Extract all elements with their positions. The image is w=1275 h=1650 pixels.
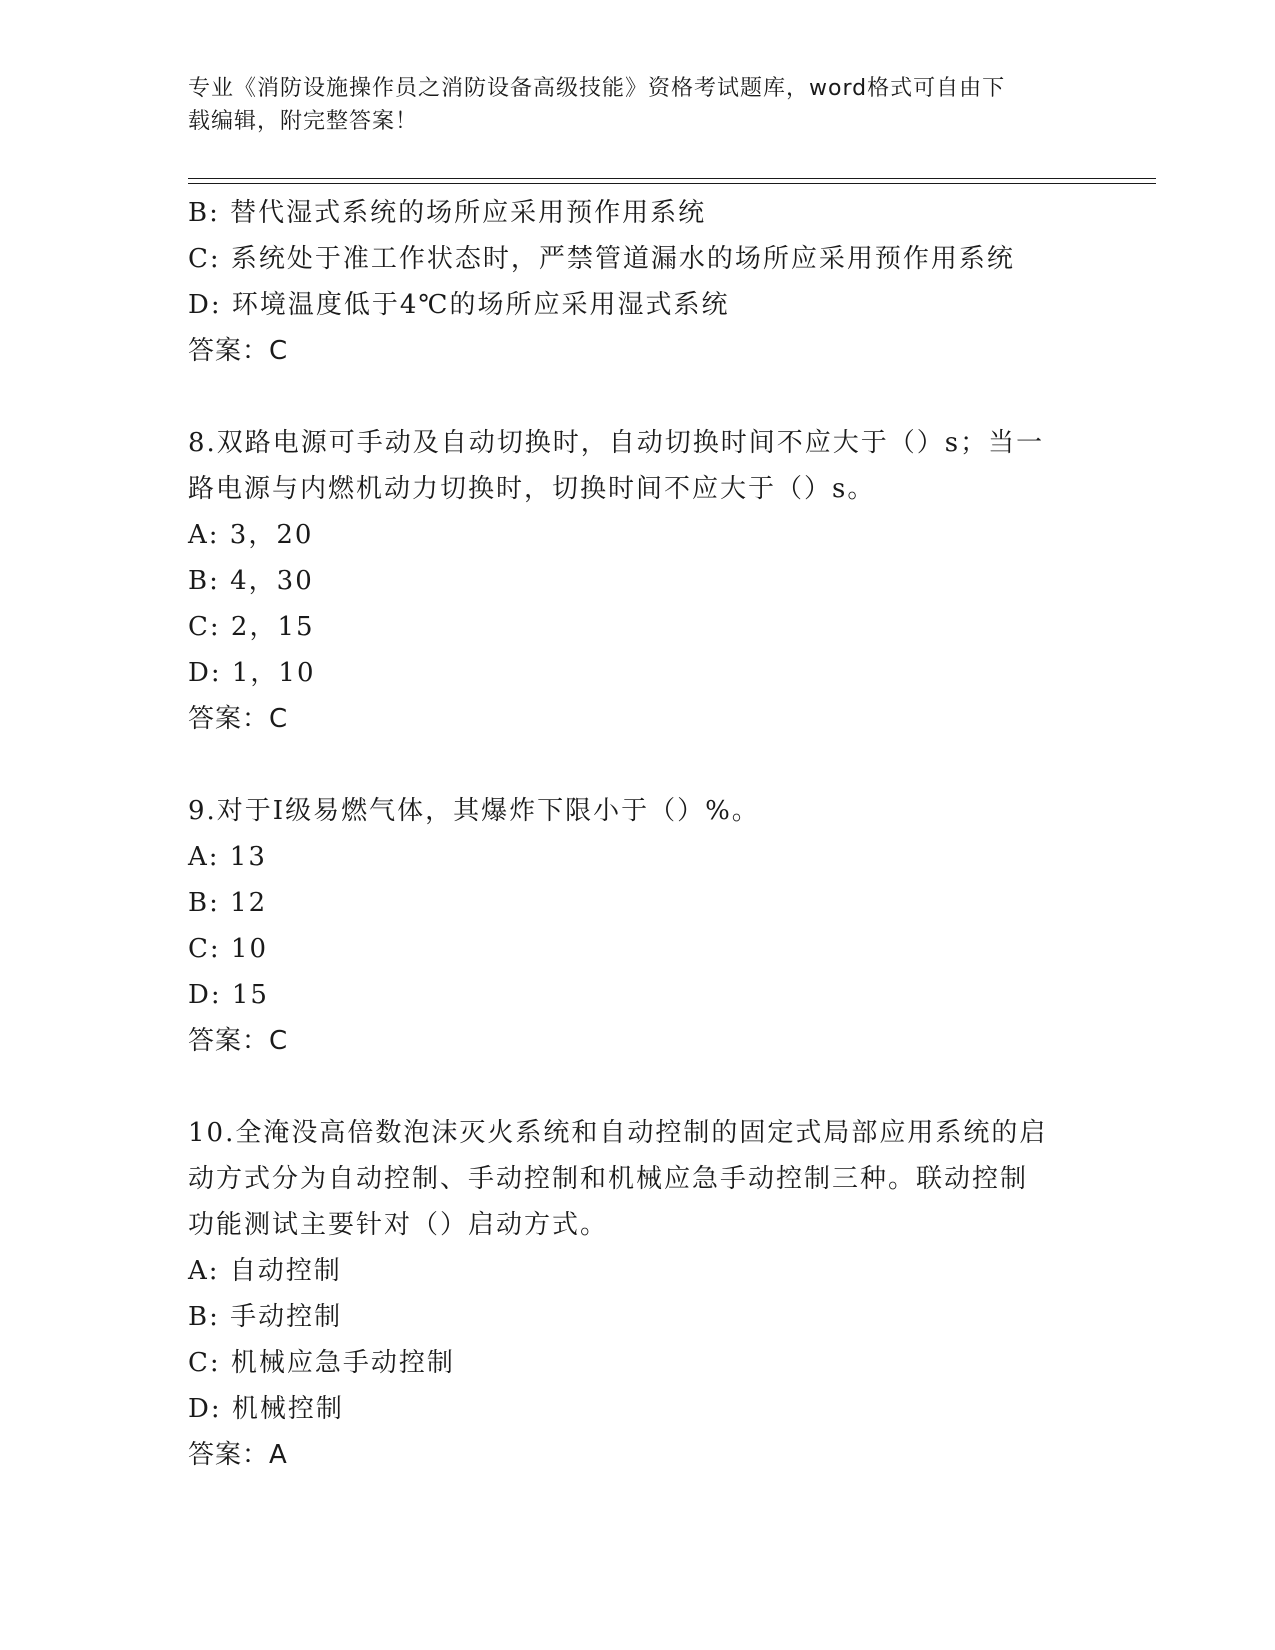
q10-option-a: A: 自动控制 — [188, 1256, 342, 1286]
q8-option-b: B: 4，30 — [188, 566, 314, 596]
question-7-tail — [188, 190, 1088, 374]
spacer — [188, 1064, 1088, 1110]
q10-option-b: B: 手动控制 — [188, 1302, 343, 1332]
q9-option-a: A: 13 — [188, 842, 267, 872]
question-8 — [188, 420, 1088, 742]
header-line-1: 专业《消防设施操作员之消防设备高级技能》资格考试题库，word格式可自由下 — [188, 76, 1006, 101]
q7-option-d: D: 环境温度低于4℃的场所应采用湿式系统 — [188, 290, 730, 320]
spacer — [188, 742, 1088, 788]
q8-option-c: C: 2，15 — [188, 612, 315, 642]
question-9 — [188, 788, 1088, 1064]
q9-answer: 答案：C — [188, 1026, 289, 1056]
q8-option-a: A: 3，20 — [188, 520, 314, 550]
q7-answer: 答案：C — [188, 336, 289, 366]
q9-option-b: B: 12 — [188, 888, 268, 918]
q9-option-d: D: 15 — [188, 980, 269, 1010]
q8-stem-line-2: 路电源与内燃机动力切换时，切换时间不应大于（）s。 — [188, 474, 876, 504]
header-line-2: 载编辑，附完整答案！ — [188, 109, 419, 134]
header-divider-top — [188, 178, 1156, 179]
q8-stem-line-1: 8.双路电源可手动及自动切换时，自动切换时间不应大于（）s；当一 — [188, 428, 1045, 458]
q10-stem-line-3: 功能测试主要针对（）启动方式。 — [188, 1210, 609, 1240]
q10-answer: 答案：A — [188, 1440, 288, 1470]
q7-option-c: C: 系统处于准工作状态时，严禁管道漏水的场所应采用预作用系统 — [188, 244, 1015, 274]
spacer — [188, 374, 1088, 420]
header-divider-bottom — [188, 183, 1156, 184]
q7-option-b: B: 替代湿式系统的场所应采用预作用系统 — [188, 198, 707, 228]
document-header — [188, 72, 1068, 138]
q9-option-c: C: 10 — [188, 934, 269, 964]
question-content — [188, 190, 1088, 1478]
q9-stem-line-1: 9.对于Ⅰ级易燃气体，其爆炸下限小于（）%。 — [188, 796, 760, 826]
q8-option-d: D: 1，10 — [188, 658, 316, 688]
q10-option-d: D: 机械控制 — [188, 1394, 344, 1424]
question-10 — [188, 1110, 1088, 1478]
q8-answer: 答案：C — [188, 704, 289, 734]
q10-stem-line-2: 动方式分为自动控制、手动控制和机械应急手动控制三种。联动控制 — [188, 1164, 1029, 1194]
q10-stem-line-1: 10.全淹没高倍数泡沫灭火系统和自动控制的固定式局部应用系统的启 — [188, 1118, 1048, 1148]
q10-option-c: C: 机械应急手动控制 — [188, 1348, 455, 1378]
